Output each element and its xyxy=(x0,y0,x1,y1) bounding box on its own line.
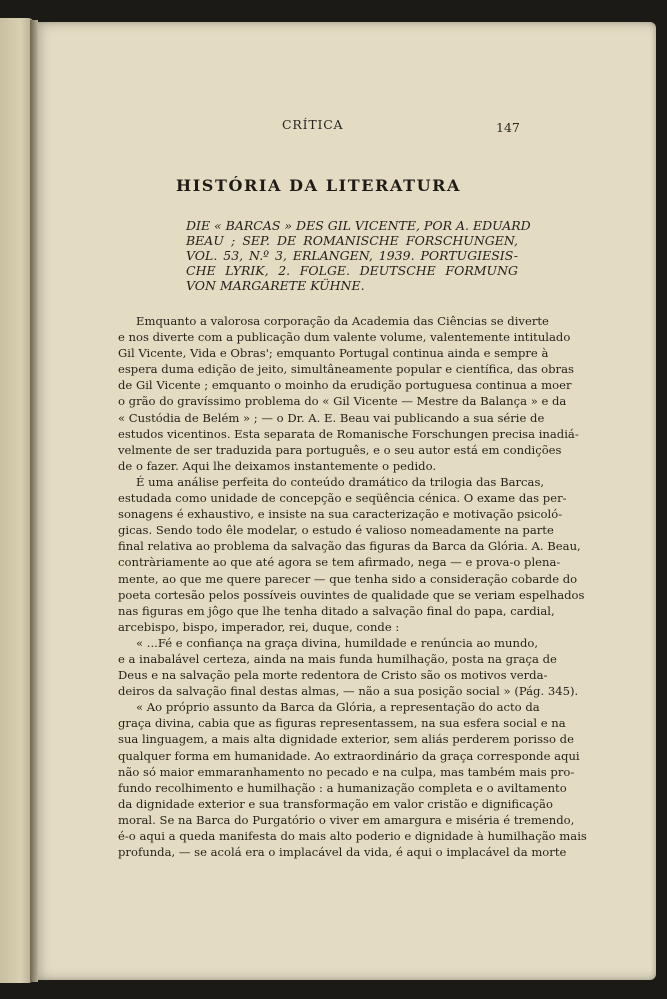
body-text-line: « Custódia de Belém » ; — o Dr. A. E. Beau vai publicando a sua série de xyxy=(118,410,545,425)
body-text-line: sua linguagem, a mais alta dignidade exterior, sem aliás perderem porisso de xyxy=(118,732,574,747)
body-text-line: da dignidade exterior e sua transformação em valor cristão e dignificação xyxy=(118,796,553,811)
left-page-edge xyxy=(0,18,34,983)
running-head: CRÍTICA xyxy=(282,117,344,132)
body-text-line: « Ao próprio assunto da Barca da Glória, a representação do acto da xyxy=(136,700,540,715)
body-text-line: Gil Vicente, Vida e Obras'; emquanto Portugal continua ainda e sempre à xyxy=(118,346,549,361)
citation-line: VOL. 53, N.º 3, ERLANGEN, 1939. PORTUGIESIS- xyxy=(186,247,518,263)
body-text-line: profunda, — se acolá era o implacável da vida, é aqui o implacável da morte xyxy=(118,845,567,860)
body-text-line: e a inabalável certeza, ainda na mais funda humilhação, posta na graça de xyxy=(118,651,557,666)
body-text-line: de o fazer. Aqui lhe deixamos instantemente o pedido. xyxy=(118,458,437,473)
body-text-line: sonagens é exhaustivo, e insiste na sua caracterização e motivação psicoló- xyxy=(118,507,563,522)
body-text-line: gicas. Sendo todo êle modelar, o estudo é valioso nomeadamente na parte xyxy=(118,523,554,538)
citation-line: CHE LYRIK, 2. FOLGE. DEUTSCHE FORMUNG xyxy=(186,262,518,278)
body-text-line: qualquer forma em humanidade. Ao extraordinário da graça corresponde aqui xyxy=(118,748,580,763)
citation-line: BEAU ; SEP. DE ROMANISCHE FORSCHUNGEN, xyxy=(186,232,518,248)
body-text-line: deiros da salvação final destas almas, — não a sua posição social » (Pág. 345). xyxy=(118,684,579,699)
body-text-line: velmente de ser traduzida para português, e o seu autor está em condições xyxy=(118,442,562,457)
page-number: 147 xyxy=(496,120,520,135)
body-text-line: nas figuras em jôgo que lhe tenha ditado a salvação final do papa, cardial, xyxy=(118,603,555,618)
body-text-line: espera duma edição de jeito, simultâneamente popular e científica, das obras xyxy=(118,362,574,377)
book-gutter xyxy=(30,20,38,982)
body-text-line: não só maior emmaranhamento no pecado e na culpa, mas também mais pro- xyxy=(118,764,575,779)
citation-line: DIE « BARCAS » DES GIL VICENTE, POR A. EDUARD xyxy=(186,218,531,233)
body-text-line: e nos diverte com a publicação dum valente volume, valentemente intitulado xyxy=(118,330,571,345)
body-text-line: o grão do gravíssimo problema do « Gil Vicente — Mestre da Balança » e da xyxy=(118,394,567,409)
review-body-text xyxy=(118,313,587,860)
body-text-line: poeta cortesão pelos possíveis ouvintes de qualidade que se veriam espelhados xyxy=(118,587,585,602)
body-text-line: É uma análise perfeita do conteúdo dramático da trilogia das Barcas, xyxy=(136,474,545,489)
citation-line: VON MARGARETE KÜHNE. xyxy=(186,277,365,293)
body-text-line: « ...Fé e confiança na graça divina, humildade e renúncia ao mundo, xyxy=(136,635,539,650)
body-text-line: final relativa ao problema da salvação das figuras da Barca da Glória. A. Beau, xyxy=(118,539,581,554)
body-text-line: mente, ao que me quere parecer — que tenha sido a consideração cobarde do xyxy=(118,571,578,586)
body-text-line: moral. Se na Barca do Purgatório o viver em amargura e miséria é tremendo, xyxy=(118,812,575,827)
body-text-line: fundo recolhimento e humilhação : a humanização completa e o aviltamento xyxy=(118,780,567,795)
bibliographic-citation xyxy=(186,218,531,294)
body-text-line: é-o aqui a queda manifesta do mais alto poderio e dignidade à humilhação mais xyxy=(118,829,587,843)
body-text-line: de Gil Vicente ; emquanto o moinho da erudição portuguesa continua a moer xyxy=(118,378,572,393)
body-text-line: estudada como unidade de concepção e seqüência cénica. O exame das per- xyxy=(118,491,567,506)
body-text-line: estudos vicentinos. Esta separata de Romanische Forschungen precisa inadiá- xyxy=(118,426,579,441)
body-text-line: arcebispo, bispo, imperador, rei, duque, conde : xyxy=(118,619,400,634)
body-text-line: Emquanto a valorosa corporação da Academia das Ciências se diverte xyxy=(136,314,549,328)
body-text-line: graça divina, cabia que as figuras representassem, na sua esfera social e na xyxy=(118,716,566,731)
section-title: HISTÓRIA DA LITERATURA xyxy=(176,176,462,195)
body-text-line: Deus e na salvação pela morte redentora de Cristo são os motivos verda- xyxy=(118,668,548,683)
body-text-line: contràriamente ao que até agora se tem afirmado, nega — e prova-o plena- xyxy=(118,555,561,570)
